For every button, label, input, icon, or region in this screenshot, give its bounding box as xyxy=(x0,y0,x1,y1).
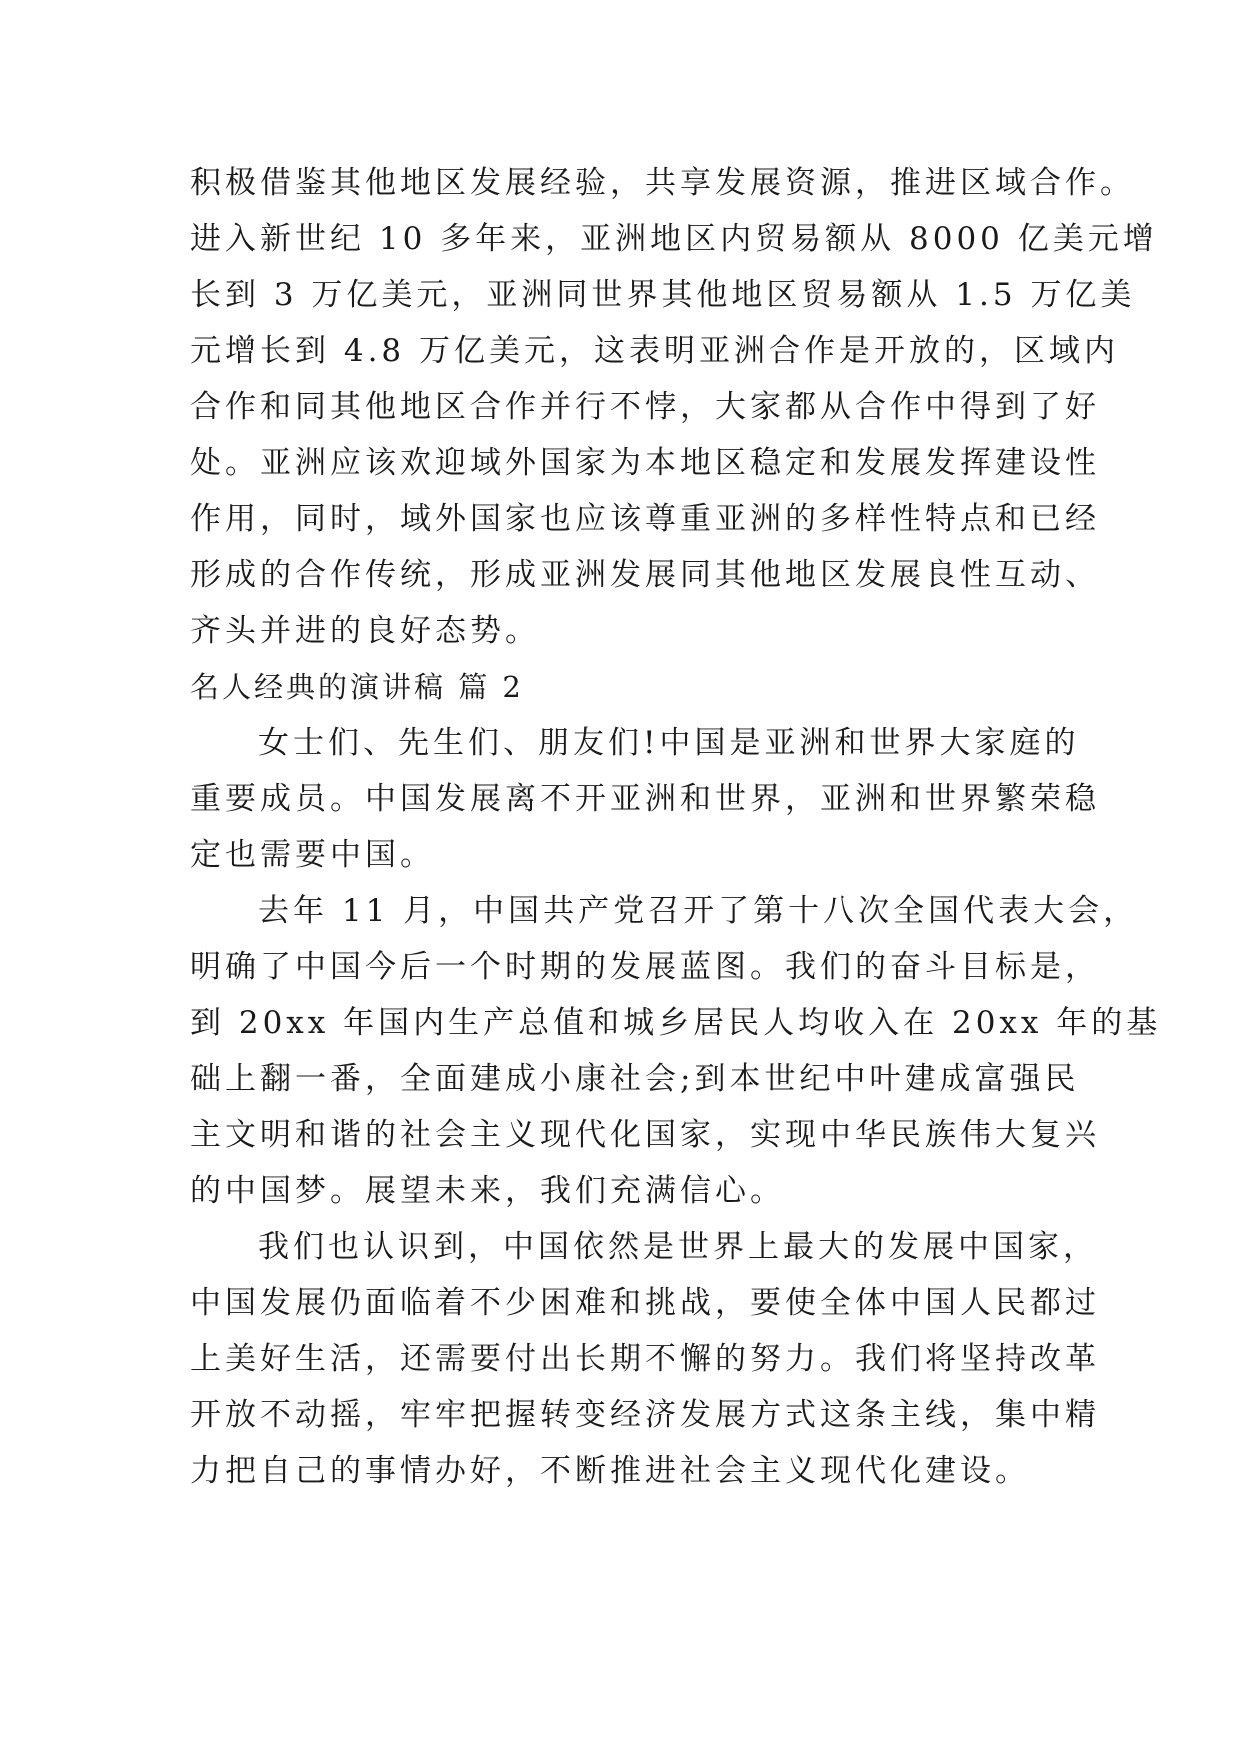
text-line: 形成的合作传统，形成亚洲发展同其他地区发展良性互动、 xyxy=(190,557,1100,593)
section-heading: 名人经典的演讲稿 篇 2 xyxy=(190,670,524,704)
text-line: 础上翻一番，全面建成小康社会;到本世纪中叶建成富强民 xyxy=(190,1061,1080,1097)
text-line: 主文明和谐的社会主义现代化国家，实现中华民族伟大复兴 xyxy=(190,1117,1100,1153)
document-body xyxy=(190,155,1162,1499)
text-line: 处。亚洲应该欢迎域外国家为本地区稳定和发展发挥建设性 xyxy=(190,445,1100,481)
text-line: 力把自己的事情办好，不断推进社会主义现代化建设。 xyxy=(190,1453,1030,1489)
paragraph-1 xyxy=(190,715,1100,883)
text-line: 积极借鉴其他地区发展经验，共享发展资源，推进区域合作。 xyxy=(190,165,1135,201)
text-line: 到 20xx 年国内生产总值和城乡居民人均收入在 20xx 年的基 xyxy=(190,1005,1162,1041)
text-line: 明确了中国今后一个时期的发展蓝图。我们的奋斗目标是， xyxy=(190,949,1100,985)
text-line: 女士们、先生们、朋友们!中国是亚洲和世界大家庭的 xyxy=(258,725,1080,761)
text-line: 开放不动摇，牢牢把握转变经济发展方式这条主线，集中精 xyxy=(190,1397,1100,1433)
text-line: 重要成员。中国发展离不开亚洲和世界，亚洲和世界繁荣稳 xyxy=(190,781,1100,817)
text-line: 长到 3 万亿美元，亚洲同世界其他地区贸易额从 1.5 万亿美 xyxy=(190,277,1136,313)
text-line: 齐头并进的良好态势。 xyxy=(190,613,540,649)
text-line: 的中国梦。展望未来，我们充满信心。 xyxy=(190,1173,785,1209)
text-line: 中国发展仍面临着不少困难和挑战，要使全体中国人民都过 xyxy=(190,1285,1100,1321)
text-line: 上美好生活，还需要付出长期不懈的努力。我们将坚持改革 xyxy=(190,1341,1100,1377)
text-line: 作用，同时，域外国家也应该尊重亚洲的多样性特点和已经 xyxy=(190,501,1100,537)
text-line: 我们也认识到，中国依然是世界上最大的发展中国家， xyxy=(258,1229,1098,1265)
text-line: 元增长到 4.8 万亿美元，这表明亚洲合作是开放的，区域内 xyxy=(190,333,1120,369)
text-line: 进入新世纪 10 多年来，亚洲地区内贸易额从 8000 亿美元增 xyxy=(190,221,1158,257)
paragraph-prev xyxy=(190,155,1158,659)
text-line: 去年 11 月，中国共产党召开了第十八次全国代表大会， xyxy=(258,893,1139,929)
paragraph-3 xyxy=(190,1219,1100,1499)
paragraph-2 xyxy=(190,883,1162,1219)
text-line: 定也需要中国。 xyxy=(190,837,435,873)
text-line: 合作和同其他地区合作并行不悖，大家都从合作中得到了好 xyxy=(190,389,1100,425)
